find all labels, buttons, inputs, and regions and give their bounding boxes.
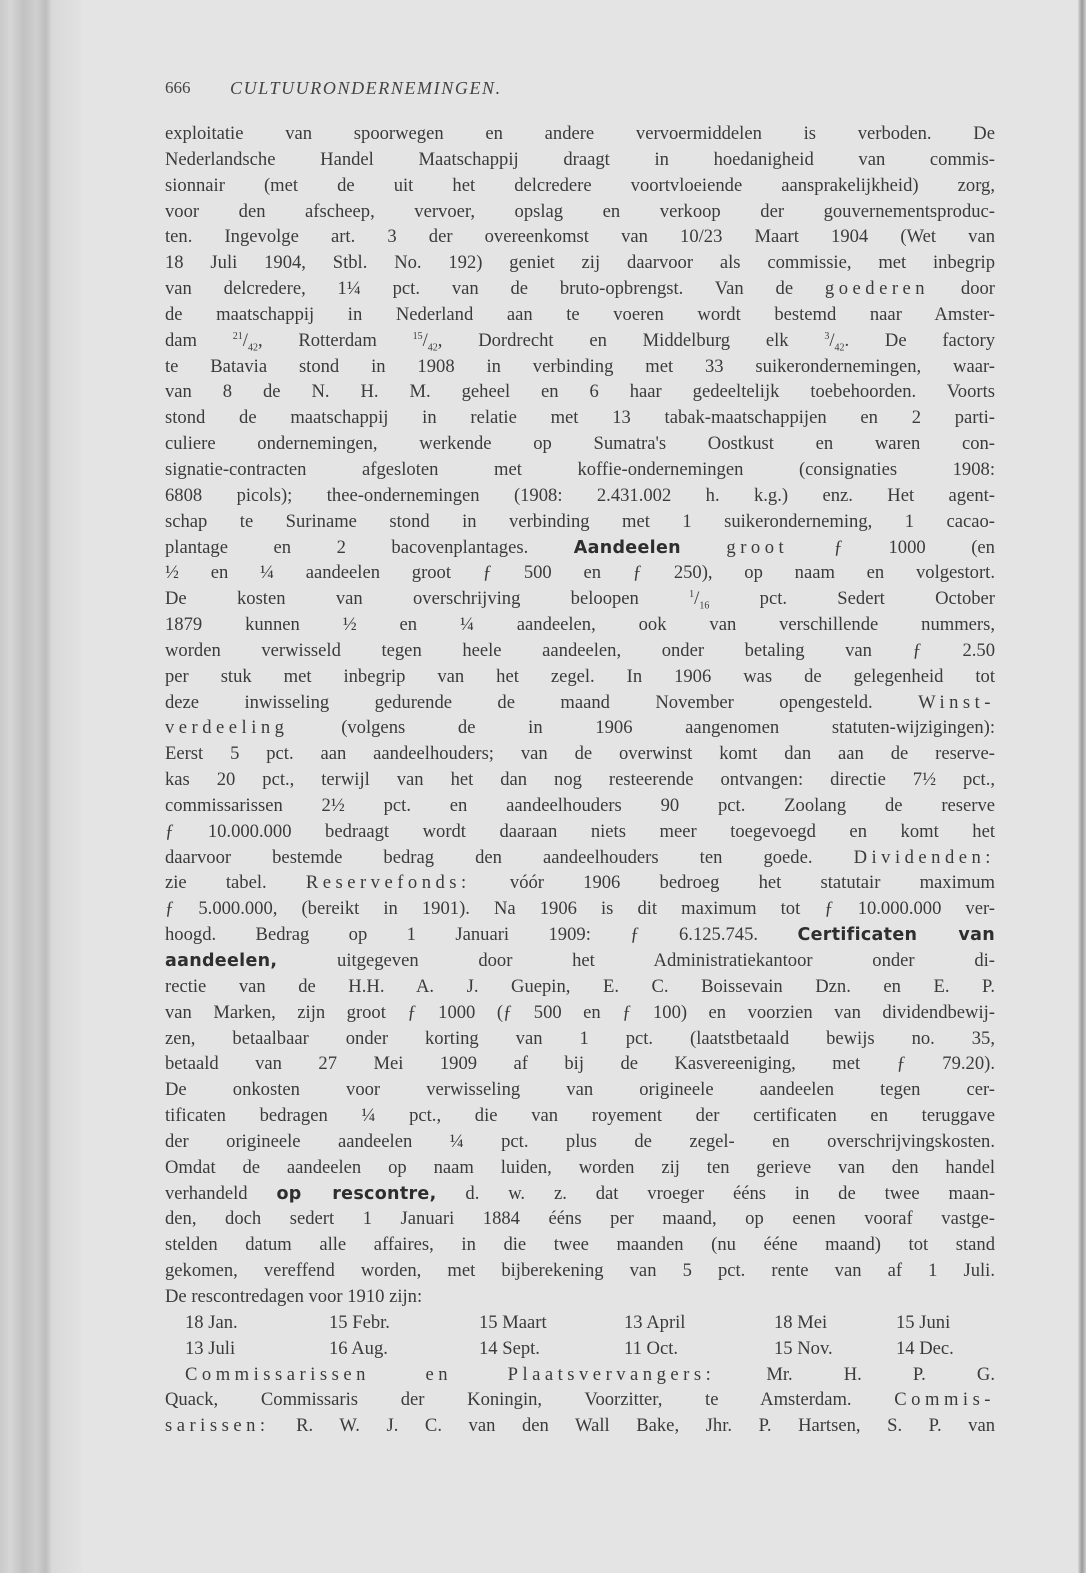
text-line: De kosten van overschrijving beloopen $^1/_{16}$ pct. Sedert October [165, 588, 995, 612]
text-segment: uitgegeven door het Administratiekantoor onder di- [337, 950, 995, 971]
text-segment: De kosten van overschrijving beloopen [165, 588, 639, 610]
text-line: stelden datum alle affaires, in die twee maanden (nu ééne maand) tot stand [165, 1234, 995, 1256]
text-segment: Mr. H. P. G. [766, 1363, 995, 1385]
rescontre-date: 15 Nov. [774, 1337, 833, 1359]
fraction-numerator: 1 [689, 589, 695, 600]
rescontre-date: 18 Jan. [185, 1311, 238, 1333]
text-line: De onkosten voor verwisseling van origineele aandeelen tegen cer- [165, 1079, 995, 1101]
text-line [165, 690, 995, 716]
emphasis-goederen: goederen [824, 278, 930, 300]
text-line: commissarissen 2½ pct. en aandeelhouders 90 pct. Zoolang de reserve [165, 794, 995, 816]
text-line: worden verwisseld tegen heele aandeelen, onder betaling van ƒ 2.50 [165, 639, 995, 661]
text-line: ƒ 5.000.000, (bereikt in 1901). Na 1906 is dit maximum tot ƒ 10.000.000 ver- [165, 898, 995, 920]
text-line [165, 535, 995, 561]
rescontre-date: 15 Maart [479, 1311, 547, 1333]
text-segment: zie tabel. [165, 872, 267, 894]
text-line: zen, betaalbaar onder korting van 1 pct. (laatstbetaald bewijs no. 35, [165, 1027, 995, 1049]
text-line: culiere ondernemingen, werkende op Sumatra's Oostkust en waren con- [165, 433, 995, 455]
text-segment: pct. Sedert October [759, 588, 995, 610]
text-line [165, 870, 995, 896]
rescontre-date: 15 Juni [896, 1311, 951, 1333]
rescontre-date: 13 Juli [185, 1337, 236, 1359]
emphasis-winst: Winst- [918, 691, 996, 713]
text-line: sionnair (met de uit het delcredere voortvloeiende aansprakelijkheid) zorg, [165, 174, 995, 196]
text-line: voor den afscheep, vervoer, opslag en verkoop der gouvernementsproduc- [165, 200, 995, 222]
fraction-denominator: 42 [247, 342, 258, 354]
text-line [165, 276, 995, 302]
text-line: der origineele aandeelen ¼ pct. plus de zegel- en overschrijvingskosten. [165, 1130, 995, 1152]
document-page [165, 72, 995, 1439]
text-line [165, 1181, 995, 1207]
text-segment: van delcredere, 1¼ pct. van de bruto-opbrengst. Van de [165, 278, 794, 300]
text-segment: door [960, 278, 995, 300]
text-line: stond de maatschappij in relatie met 13 tabak-maatschappijen en 2 parti- [165, 407, 995, 429]
fraction-numerator: 21 [232, 330, 243, 342]
rescontre-date: 18 Mei [774, 1311, 828, 1333]
rescontre-date: 14 Dec. [896, 1337, 954, 1359]
text-line: de maatschappij in Nederland aan te voeren wordt bestemd naar Amster- [165, 303, 995, 325]
text-line: schap te Suriname stond in verbinding met 1 suikeronderneming, 1 cacao- [165, 510, 995, 532]
text-line: rectie van de H.H. A. J. Guepin, E. C. Boissevain Dzn. en E. P. [165, 975, 995, 997]
text-segment: deze inwisseling gedurende de maand November opengesteld. [165, 691, 873, 713]
emphasis-commissarissen: Commis- [894, 1389, 995, 1411]
text-line: kas 20 pct., terwijl van het dan nog resteerende ontvangen: directie 7½ pct., [165, 769, 995, 791]
emphasis-dividenden: Dividenden: [853, 846, 995, 868]
fraction-denominator: 42 [427, 342, 438, 354]
text-line: ½ en ¼ aandeelen groot ƒ 500 en ƒ 250), op naam en volgestort. [165, 562, 995, 584]
page-gutter [52, 0, 82, 1573]
rescontre-date: 13 April [624, 1311, 686, 1333]
text-line [165, 845, 995, 871]
text-line: ten. Ingevolge art. 3 der overeenkomst van 10/23 Maart 1904 (Wet van [165, 226, 995, 248]
rescontre-date: 16 Aug. [329, 1337, 388, 1359]
text-line [165, 1413, 995, 1439]
running-head [165, 72, 995, 106]
fraction-numerator: 15 [412, 330, 423, 342]
text-segment: dam [165, 329, 198, 351]
text-line [165, 715, 995, 741]
text-line: Eerst 5 pct. aan aandeelhouders; van de overwinst komt dan aan de reserve- [165, 743, 995, 765]
fraction-denominator: 42 [834, 342, 845, 354]
rescontre-date: 15 Febr. [329, 1311, 390, 1333]
emphasis-verdeeling: verdeeling [165, 717, 289, 739]
text-segment: , Dordrecht en Middelburg elk [437, 329, 789, 351]
running-title: CULTUURONDERNEMINGEN. [230, 78, 502, 98]
emphasis-reservefonds: Reservefonds: [305, 872, 471, 894]
text-line: Nederlandsche Handel Maatschappij draagt in hoedanigheid van commis- [165, 148, 995, 170]
text-segment: R. W. J. C. van den Wall Bake, Jhr. P. Hartsen, S. P. van [296, 1415, 996, 1437]
page-right-edge [1078, 0, 1086, 1573]
text-line: signatie-contracten afgesloten met koffie-ondernemingen (consignaties 1908: [165, 458, 995, 480]
text-segment: Quack, Commissaris der Koningin, Voorzitter, te Amsterdam. [165, 1389, 852, 1411]
text-line: 1879 kunnen ½ en ¼ aandeelen, ook van verschillende nummers, [165, 614, 995, 636]
text-line [165, 922, 995, 948]
text-segment: vóór 1906 bedroeg het statutair maximum [509, 872, 995, 894]
text-line: van Marken, zijn groot ƒ 1000 (ƒ 500 en ƒ 100) en voorzien van dividendbewij- [165, 1001, 995, 1023]
emphasis-commissarissen-plaatsvervangers: Commissarissen en Plaatsvervangers: [185, 1363, 716, 1385]
page-number: 666 [165, 78, 191, 97]
text-segment: d. w. z. dat vroeger ééns in de twee maan- [465, 1182, 996, 1204]
text-segment: hoogd. Bedrag op 1 Januari 1909: ƒ 6.125.745. [165, 924, 759, 946]
text-line: exploitatie van spoorwegen en andere vervoermiddelen is verboden. De [165, 123, 995, 144]
text-line: 6808 picols); thee-ondernemingen (1908: 2.431.002 h. k.g.) enz. Het agent- [165, 484, 995, 506]
rescontre-dates-row [165, 1336, 995, 1362]
heading-certificaten: Certificaten van [797, 925, 995, 946]
text-segment: , Rotterdam [257, 329, 377, 351]
fraction-denominator: 16 [699, 600, 710, 612]
text-line: per stuk met inbegrip van het zegel. In 1906 was de gelegenheid tot [165, 665, 995, 687]
text-segment: (volgens de in 1906 aangenomen statuten-wijzigingen): [341, 717, 995, 739]
text-line: te Batavia stond in 1908 in verbinding met 33 suikerondernemingen, waar- [165, 355, 995, 377]
rescontre-dates-row [165, 1310, 995, 1336]
text-line: ƒ 10.000.000 bedraagt wordt daaraan niets meer toegevoegd en komt het [165, 820, 995, 842]
text-line: tificaten bedragen ¼ pct., die van royement der certificaten en teruggave [165, 1105, 995, 1127]
rescontre-date: 11 Oct. [624, 1337, 679, 1359]
fraction-numerator: 3 [824, 330, 830, 342]
heading-op-rescontre: op rescontre, [276, 1183, 437, 1204]
text-line [165, 1387, 995, 1413]
text-segment: plantage en 2 bacovenplantages. [165, 536, 529, 558]
rescontre-date: 14 Sept. [479, 1337, 540, 1359]
text-line: van 8 de N. H. M. geheel en 6 haar gedeeltelijk toebehoorden. Voorts [165, 381, 995, 403]
text-line [165, 1362, 995, 1388]
book-binding-shadow [0, 0, 52, 1573]
text-line: betaald van 27 Mei 1909 af bij de Kasvereeniging, met ƒ 79.20). [165, 1053, 995, 1075]
heading-aandeelen-cont: aandeelen, [165, 951, 278, 971]
text-line: den, doch sedert 1 Januari 1884 ééns per maand, op eenen vooraf vastge- [165, 1208, 995, 1230]
text-line [165, 948, 995, 974]
text-line: dam $^{21}/_{42}$, Rotterdam $^{15}/_{42}$, Dordrecht en Middelburg elk $^3/_{42}$. De factory [165, 329, 996, 354]
text-line: Omdat de aandeelen op naam luiden, worden zij ten gerieve van den handel [165, 1156, 995, 1178]
text-line: gekomen, vereffend worden, met bijberekening van 5 pct. rente van af 1 Juli. [165, 1260, 995, 1282]
text-segment: ƒ 1000 (en [833, 536, 995, 558]
body-text [165, 121, 995, 1439]
text-segment: verhandeld [165, 1182, 248, 1204]
emphasis-groot: groot [726, 536, 789, 558]
emphasis-sarissen: sarissen: [165, 1415, 270, 1437]
text-segment: daarvoor bestemde bedrag den aandeelhouders ten goede. [165, 846, 813, 868]
text-line: De rescontredagen voor 1910 zijn: [165, 1285, 423, 1307]
text-segment: . De factory [844, 329, 996, 351]
text-line: 18 Juli 1904, Stbl. No. 192) geniet zij daarvoor als commissie, met inbegrip [165, 252, 995, 274]
heading-aandeelen: Aandeelen [573, 537, 681, 558]
